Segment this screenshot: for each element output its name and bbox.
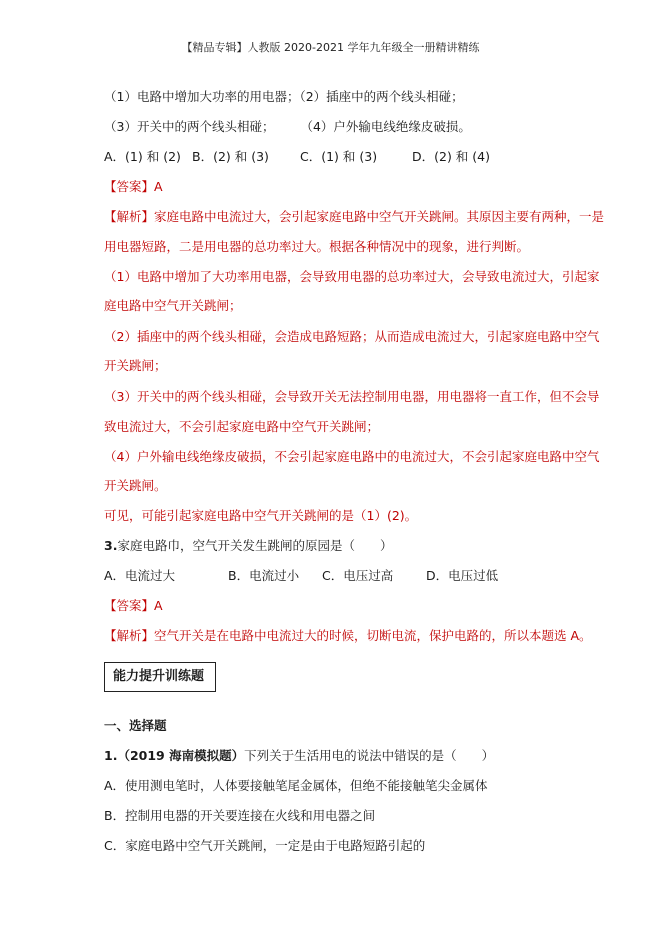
q2-analysis-line-2: 用电器短路，二是用电器的总功率过大。根据各种情况中的现象，进行判断。 xyxy=(104,239,530,254)
q2-options xyxy=(104,149,490,165)
q3-option-d: D．电压过低 xyxy=(426,568,499,583)
q3-number: 3. xyxy=(104,538,118,553)
q2-analysis-line-5: （2）插座中的两个线头相碰，会造成电路短路；从而造成电流过大，引起家庭电路中空气 xyxy=(104,329,600,344)
q1-option-b: B．控制用电器的开关要连接在火线和用电器之间 xyxy=(104,808,376,823)
q3-stem xyxy=(104,538,392,554)
q3-option-b: B．电流过小 xyxy=(228,568,300,583)
q2-analysis-line-3: （1）电路中增加了大功率用电器，会导致用电器的总功率过大，会导致电流过大，引起家 xyxy=(104,269,600,284)
q2-analysis-line-8: 致电流过大，不会引起家庭电路中空气开关跳闸； xyxy=(104,419,380,434)
q2-analysis-line-4: 庭电路中空气开关跳闸； xyxy=(104,298,242,313)
q3-option-a: A．电流过大 xyxy=(104,568,176,583)
q1-stem-text: 下列关于生活用电的说法中错误的是（ ） xyxy=(244,748,495,763)
q1-source: （2019 海南模拟题） xyxy=(117,748,245,763)
q1-number: 1. xyxy=(104,748,118,763)
q1-option-a: A．使用测电笔时，人体要接触笔尾金属体，但绝不能接触笔尖金属体 xyxy=(104,778,488,793)
q2-analysis-line-7: （3）开关中的两个线头相碰，会导致开关无法控制用电器，用电器将一直工作，但不会导 xyxy=(104,389,600,404)
q1-stem xyxy=(104,748,494,764)
q2-analysis-line-9: （4）户外输电线绝缘皮破损，不会引起家庭电路中的电流过大，不会引起家庭电路中空气 xyxy=(104,449,600,464)
q2-analysis-conclusion: 可见，可能引起家庭电路中空气开关跳闸的是（1）(2)。 xyxy=(104,508,418,523)
q3-option-c: C．电压过高 xyxy=(322,568,394,583)
q2-condition-line-1: （1）电路中增加大功率的用电器；（2）插座中的两个线头相碰； xyxy=(104,89,464,104)
q2-option-d: D．(2) 和 (4) xyxy=(412,149,490,164)
section-heading-box: 能力提升训练题 xyxy=(104,662,216,692)
q3-answer: 【答案】A xyxy=(104,598,163,613)
q2-option-b: B．(2) 和 (3) xyxy=(192,149,269,164)
q2-analysis-line-6: 开关跳闸； xyxy=(104,358,167,373)
q2-condition-4: （4）户外输电线绝缘皮破损。 xyxy=(300,119,471,134)
q2-answer: 【答案】A xyxy=(104,179,163,194)
q2-analysis-line-1: 【解析】家庭电路中电流过大，会引起家庭电路中空气开关跳闸。其原因主要有两种，一是 xyxy=(104,209,605,224)
q3-analysis: 【解析】空气开关是在电路中电流过大的时候，切断电流，保护电路的，所以本题选 A。 xyxy=(104,628,592,643)
q1-option-c: C．家庭电路中空气开关跳闸，一定是由于电路短路引起的 xyxy=(104,838,426,853)
q2-option-c: C．(1) 和 (3) xyxy=(300,149,378,164)
q2-analysis-line-10: 开关跳闸。 xyxy=(104,478,167,493)
q2-condition-3: （3）开关中的两个线头相碰； xyxy=(104,119,275,134)
q3-options xyxy=(104,568,498,584)
q2-option-a: A．(1) 和 (2) xyxy=(104,149,181,164)
page-header: 【精品专辑】人教版 2020-2021 学年九年级全一册精讲精练 xyxy=(181,41,480,54)
q2-condition-line-2 xyxy=(104,119,471,135)
section-title: 一、选择题 xyxy=(104,718,167,733)
q3-stem-text: 家庭电路巾，空气开关发生跳闸的原园是（ ） xyxy=(117,538,393,553)
